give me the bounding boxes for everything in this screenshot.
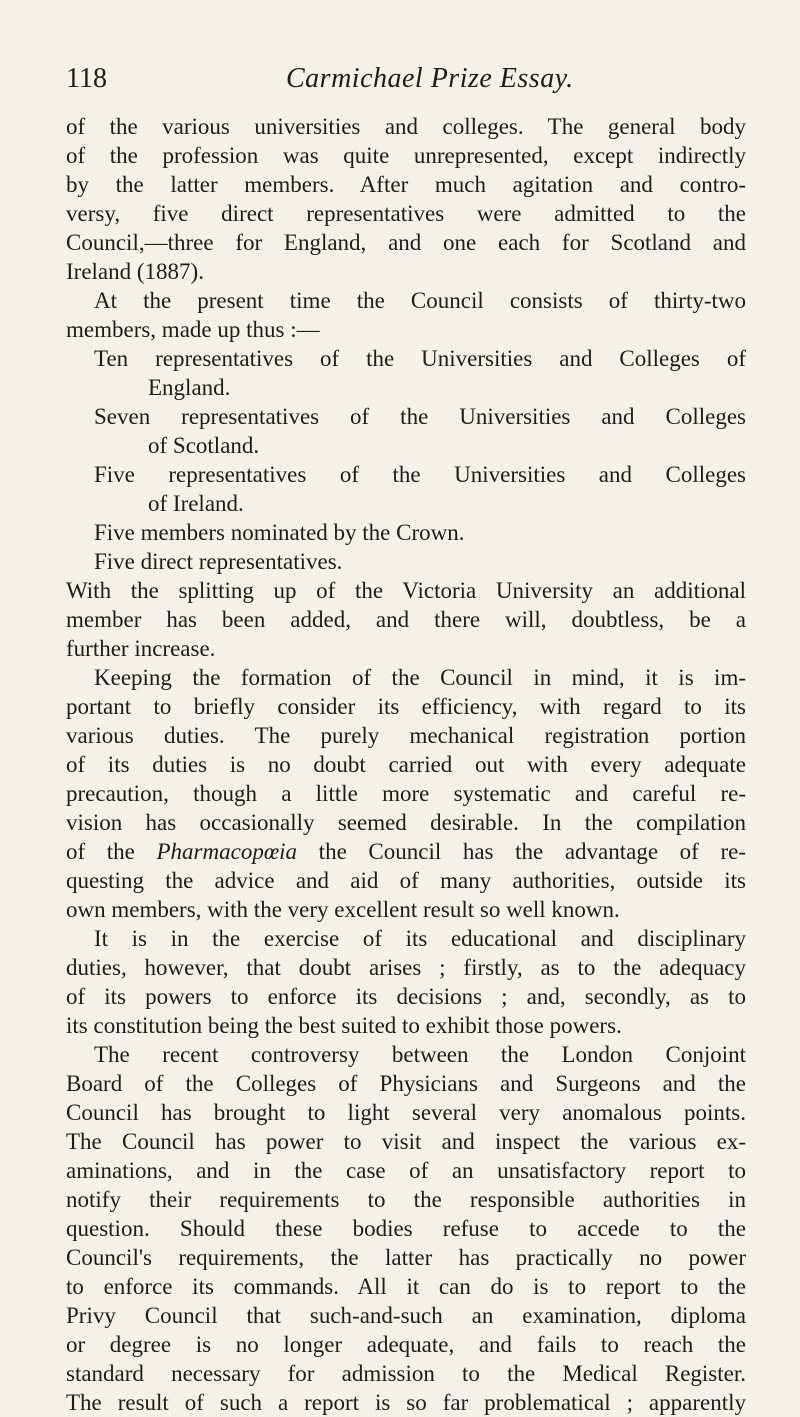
text-line: vision has occasionally seemed desirable. In the compilation (66, 810, 746, 835)
list-item-continuation: of Ireland. (148, 491, 244, 516)
text-line: member has been added, and there will, doubtless, be a (66, 607, 746, 632)
text-fragment: the Council has the advantage of re- (297, 839, 746, 864)
text-line: standard necessary for admission to the Medical Register. (66, 1361, 746, 1386)
text-line: further increase. (66, 636, 216, 661)
text-line: At the present time the Council consists of thirty-two (94, 288, 746, 313)
text-line: question. Should these bodies refuse to accede to the (66, 1216, 746, 1241)
text-line: notify their requirements to the responsible authorities in (66, 1187, 746, 1212)
text-line: own members, with the very excellent result so well known. (66, 897, 620, 922)
text-line: of the various universities and colleges. The general body (66, 114, 746, 139)
list-item-continuation: of Scotland. (148, 433, 260, 458)
page-number: 118 (66, 63, 107, 94)
italic-title: Pharmacopœia (156, 839, 298, 864)
text-line: questing the advice and aid of many authorities, outside its (66, 868, 746, 893)
text-line: of its powers to enforce its decisions ; and, secondly, as to (66, 984, 746, 1009)
list-item: Seven representatives of the Universities and Colleges (94, 404, 746, 429)
text-line: various duties. The purely mechanical registration portion (66, 723, 746, 748)
text-line: With the splitting up of the Victoria University an additional (66, 578, 746, 603)
text-line: of its duties is no doubt carried out with every adequate (66, 752, 746, 777)
body-text (66, 112, 746, 1417)
text-line: Council's requirements, the latter has practically no power (66, 1245, 746, 1270)
text-line: portant to briefly consider its efficiency, with regard to its (66, 694, 746, 719)
text-line: by the latter members. After much agitation and contro- (66, 172, 746, 197)
text-line: Privy Council that such-and-such an examination, diploma (66, 1303, 746, 1328)
text-line: duties, however, that doubt arises ; firstly, as to the adequacy (66, 955, 746, 980)
text-line: its constitution being the best suited to exhibit those powers. (66, 1013, 622, 1038)
text-line: Ireland (1887). (66, 259, 204, 284)
list-item: Five direct representatives. (94, 549, 343, 574)
list-item: Ten representatives of the Universities and Colleges of (94, 346, 746, 371)
text-line: members, made up thus :— (66, 317, 320, 342)
text-line: Council has brought to light several very anomalous points. (66, 1100, 746, 1125)
list-item: Five members nominated by the Crown. (94, 520, 465, 545)
list-item: Five representatives of the Universities and Colleges (94, 462, 746, 487)
running-title: Carmichael Prize Essay. (286, 63, 574, 94)
text-line: Council,—three for England, and one each for Scotland and (66, 230, 746, 255)
text-line: aminations, and in the case of an unsatisfactory report to (66, 1158, 746, 1183)
list-item-continuation: England. (148, 375, 231, 400)
text-line: versy, five direct representatives were admitted to the (66, 201, 746, 226)
text-line: Board of the Colleges of Physicians and Surgeons and the (66, 1071, 746, 1096)
text-fragment: of the (66, 839, 157, 864)
text-line: The Council has power to visit and inspect the various ex- (66, 1129, 746, 1154)
text-line: Keeping the formation of the Council in mind, it is im- (94, 665, 746, 690)
text-line: The result of such a report is so far problematical ; apparently (66, 1390, 746, 1415)
text-line: to enforce its commands. All it can do is to report to the (66, 1274, 746, 1299)
text-line: of the profession was quite unrepresented, except indirectly (66, 143, 746, 168)
text-line (66, 837, 746, 866)
text-line: or degree is no longer adequate, and fails to reach the (66, 1332, 746, 1357)
text-line: The recent controversy between the London Conjoint (94, 1042, 746, 1067)
text-line: It is in the exercise of its educational and disciplinary (94, 926, 746, 951)
page-header (66, 62, 746, 102)
text-line: precaution, though a little more systematic and careful re- (66, 781, 746, 806)
